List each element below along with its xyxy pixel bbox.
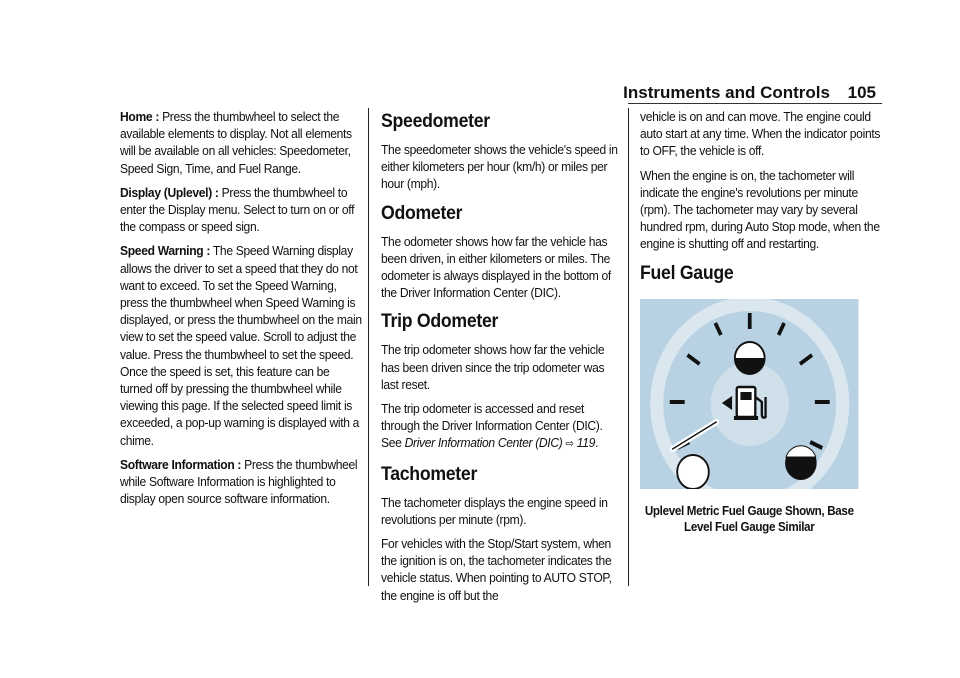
tachometer-text-2: For vehicles with the Stop/Start system, when the ignition is on, the tachometer indicates the vehicle status. When pointing to AUTO STOP, the engine is off but the (381, 536, 612, 603)
header-rule (628, 103, 882, 104)
heading-fuel-gauge: Fuel Gauge (640, 262, 734, 284)
speedometer-text: The speedometer shows the vehicle's speed in either kilometers per hour (km/h) or miles per hour (mph). (381, 142, 618, 192)
page-number: 105 (847, 83, 876, 102)
display-text: Press the thumbwheel to enter the Display menu. Select to turn on or off the compass or speed sign. (120, 184, 355, 235)
trip-text-2-end: . (595, 435, 599, 451)
trip-text-2-body: The trip odometer is accessed and reset through the Driver Information Center (DIC). See (381, 401, 603, 451)
dic-link-page[interactable]: 119 (576, 435, 596, 451)
column-3 (640, 108, 885, 535)
home-text: Press the thumbwheel to select the available elements to display. Not all elements will be available on all vehicles: Speedometer, Speed Sign, Time, and Fuel Range. (120, 109, 352, 176)
page-ref-arrow-icon: ⇨ (565, 438, 574, 451)
heading-speedometer: Speedometer (381, 111, 490, 132)
column-1 (120, 108, 364, 514)
column-divider-1 (368, 108, 369, 586)
term-software-info: Software Information : (120, 456, 242, 472)
dic-link[interactable]: Driver Information Center (DIC) (404, 435, 563, 451)
full-tank-indicator-icon (785, 445, 817, 479)
software-info-text: Press the thumbwheel while Software Information is highlighted to display open source software information. (120, 456, 358, 507)
full-indicator-icon (735, 342, 765, 374)
term-home: Home : (120, 109, 160, 124)
trip-text-1: The trip odometer shows how far the vehicle has been driven since the trip odometer was last reset. (381, 342, 605, 392)
heading-tachometer: Tachometer (381, 463, 478, 485)
empty-indicator-icon (677, 455, 709, 489)
speed-warning-text: The Speed Warning display allows the driver to set a speed that they do not want to exceed. To set the Speed Warning, press the thumbwheel when Speed Warning is displayed, or press the thumbwheel on the main view to set the speed value. Scroll to adjust the value. Press the thumbwheel to set the speed. Once the speed is set, this feature can be turned off by pressing the thumbwheel while viewing this page. If the selected speed limit is exceeded, a pop-up warning is displayed with a chime. (120, 243, 362, 448)
fuel-gauge-figure (640, 299, 859, 535)
trip-text-2 (381, 400, 623, 454)
heading-odometer: Odometer (381, 202, 463, 224)
term-display: Display (Uplevel) : (120, 184, 219, 200)
section-title: Instruments and Controls (623, 83, 830, 102)
heading-trip-odometer: Trip Odometer (381, 311, 499, 333)
speed-warning-paragraph (120, 242, 364, 448)
fuel-gauge-illustration (640, 299, 859, 489)
display-paragraph (120, 184, 364, 236)
software-info-paragraph (120, 456, 364, 508)
odometer-text: The odometer shows how far the vehicle has been driven, in either kilometers or miles. The odometer is always displayed in the bottom of the Driver Information Center (DIC). (381, 233, 611, 301)
tachometer-text-1: The tachometer displays the engine speed in revolutions per minute (rpm). (381, 494, 608, 527)
term-speed-warning: Speed Warning : (120, 243, 211, 259)
column-2 (381, 108, 623, 611)
home-paragraph (120, 108, 364, 177)
tach-continued-text-1: vehicle is on and can move. The engine could auto start at any time. When the indicator points to OFF, the vehicle is off. (640, 109, 881, 159)
tach-continued-text-2: When the engine is on, the tachometer will indicate the engine's revolutions per minute (rpm). The tachometer may vary by several hundred rpm, during Auto Stop mode, when the engine is shutting off and restarting. (640, 167, 880, 252)
column-divider-2 (628, 108, 629, 586)
figure-caption: Uplevel Metric Fuel Gauge Shown, Base Level Fuel Gauge Similar (644, 503, 854, 534)
